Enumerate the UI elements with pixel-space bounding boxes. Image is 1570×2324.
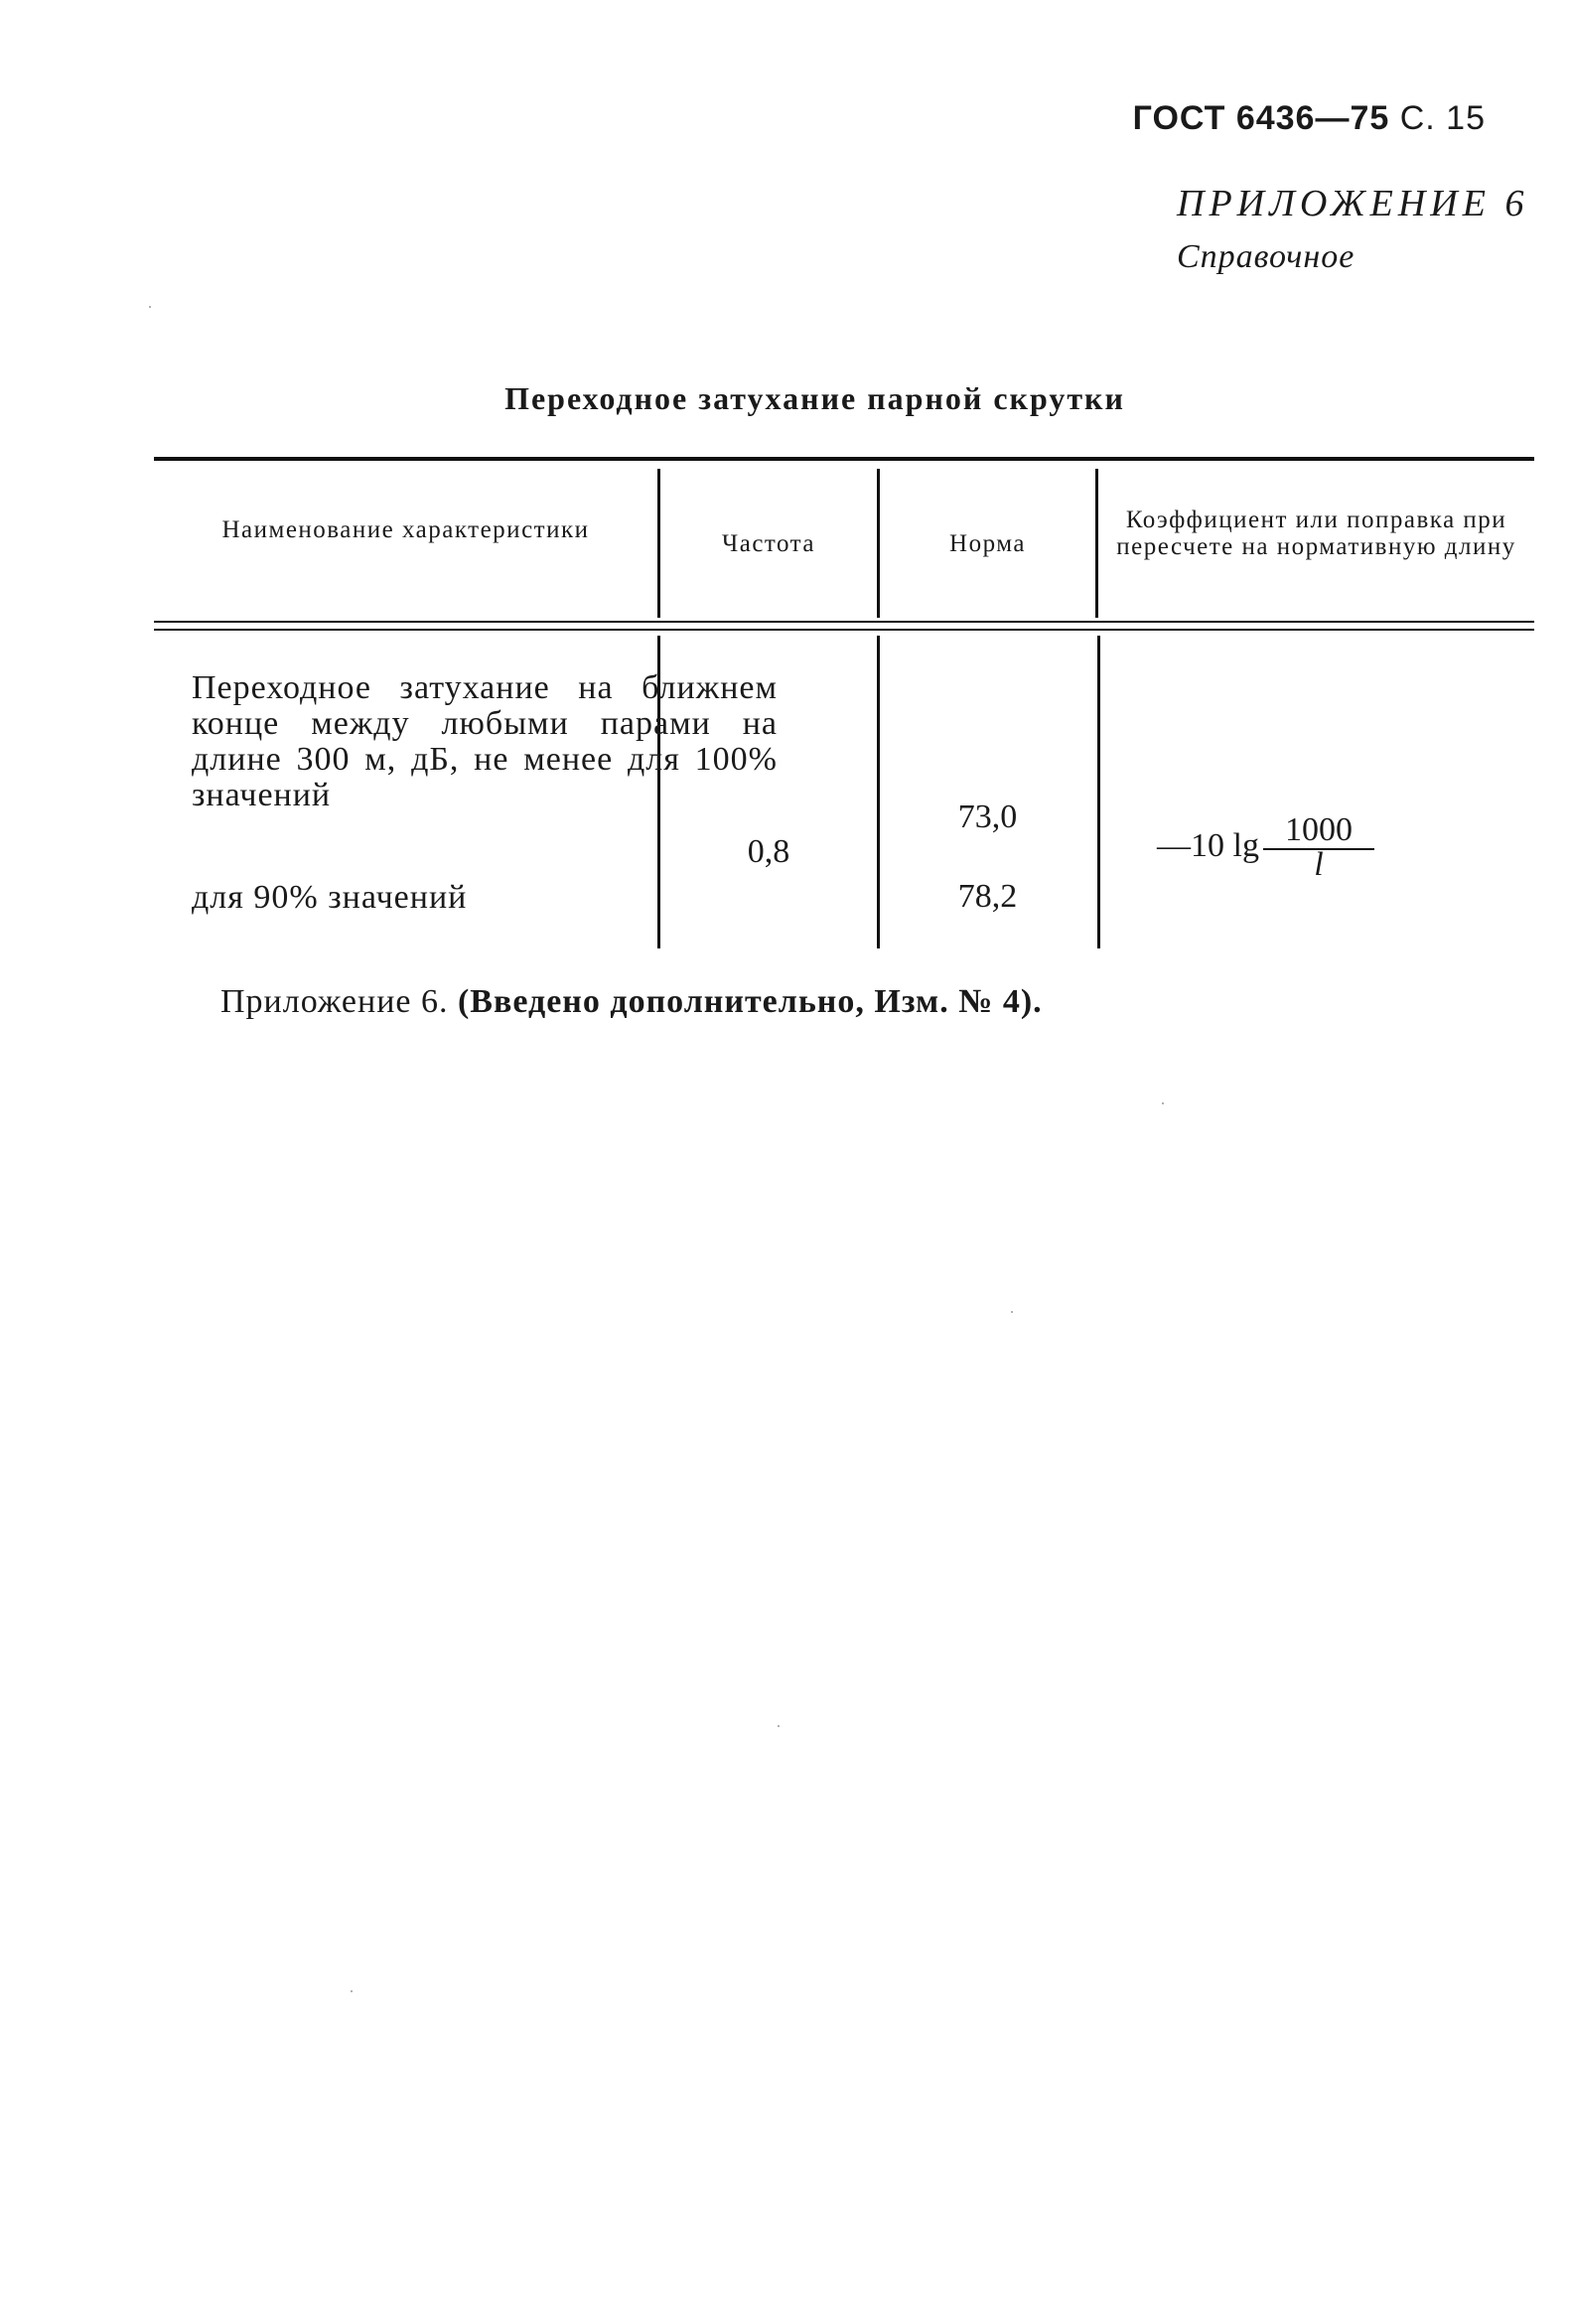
correction-formula (1157, 811, 1374, 883)
column-divider (1097, 636, 1100, 948)
characteristic-subrow: для 90% значений (192, 879, 468, 916)
amendment-note-detail: (Введено дополнительно, Изм. № 4). (457, 983, 1043, 1020)
formula-numerator: 1000 (1263, 812, 1374, 850)
header-rule-upper (154, 621, 1534, 623)
standard-code: ГОСТ 6436—75 (1132, 99, 1390, 137)
scan-speck (1011, 1311, 1013, 1313)
column-header-coefficient: Коэффициент или поправка при пересчете на нормативную длину (1116, 507, 1516, 560)
frequency-value: 0,8 (747, 833, 790, 870)
appendix-title: ПРИЛОЖЕНИЕ 6 (1177, 183, 1529, 224)
scan-speck (351, 1990, 353, 1992)
amendment-note (220, 983, 1043, 1021)
column-header-frequency: Частота (721, 530, 816, 557)
appendix-subtitle: Справочное (1177, 238, 1356, 275)
page-header (1133, 99, 1486, 138)
scan-speck (149, 306, 151, 308)
table-title: Переходное затухание парной скрутки (504, 380, 1125, 416)
header-rule-lower (154, 629, 1534, 631)
table-top-rule (154, 457, 1534, 461)
amendment-note-label: Приложение 6. (220, 983, 449, 1020)
data-table (154, 457, 1534, 953)
column-header-norm: Норма (949, 530, 1026, 557)
scan-speck (778, 1725, 780, 1727)
formula-fraction (1263, 811, 1374, 883)
norm-value-90: 78,2 (957, 878, 1018, 915)
characteristic-text: Переходное затухание на ближнем конце между любыми парами на длине 300 м, дБ, не менее для 100% значений (192, 669, 778, 813)
formula-denominator: l (1314, 846, 1324, 883)
scan-speck (1162, 1102, 1164, 1104)
formula-prefix: —10 lg (1157, 827, 1259, 864)
norm-value-100: 73,0 (957, 799, 1018, 835)
column-header-characteristic: Наименование характеристики (221, 516, 590, 543)
page-number: С. 15 (1399, 99, 1486, 137)
